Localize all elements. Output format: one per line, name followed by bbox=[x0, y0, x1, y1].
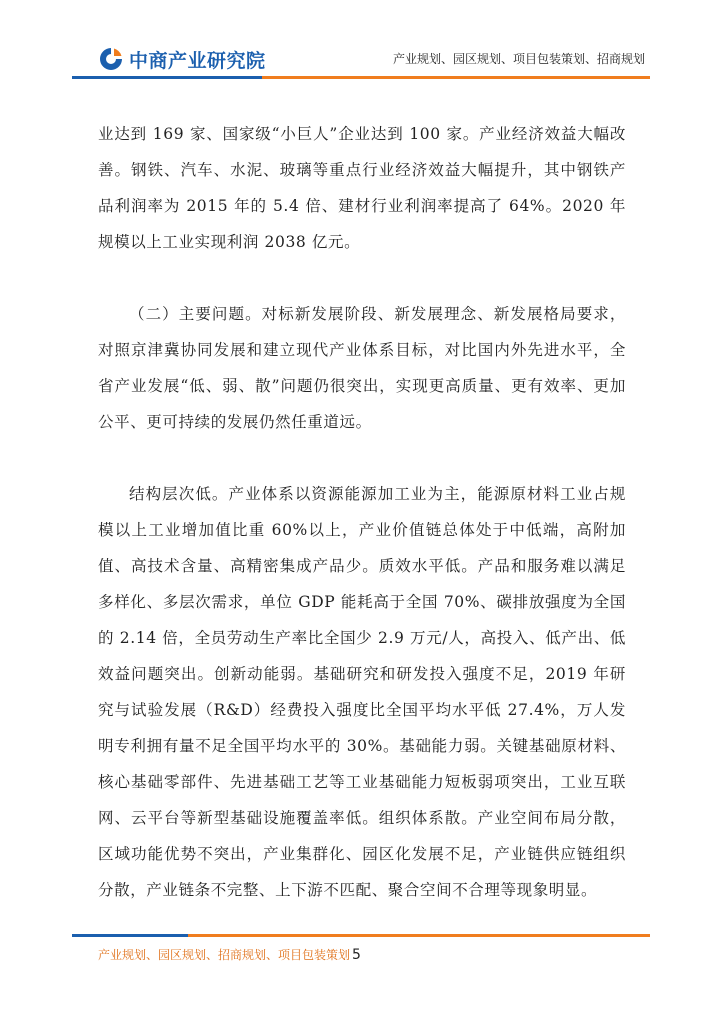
page-number: 5 bbox=[352, 947, 361, 963]
header-divider-orange bbox=[262, 76, 650, 79]
paragraph-main-issues: （二）主要问题。对标新发展阶段、新发展理念、新发展格局要求，对照京津冀协同发展和建立现代产业体系目标，对比国内外先进水平，全省产业发展“低、弱、散”问题仍很突出，实现更高质量、更有效率、更加公平、更可持续的发展仍然任重道远。 bbox=[98, 305, 626, 431]
paragraph-continuation: 业达到 169 家、国家级“小巨人”企业达到 100 家。产业经济效益大幅改善。钢铁、汽车、水泥、玻璃等重点行业经济效益大幅提升，其中钢铁产品利润率为 2015 年的 5.4 倍、建材行业利润率提高了 64%。2020 年规模以上工业实现利润 2038 亿元。 bbox=[98, 125, 626, 251]
footer-divider-blue bbox=[72, 934, 188, 937]
header-tagline: 产业规划、园区规划、项目包装策划、招商规划 bbox=[392, 52, 645, 66]
logo-text: 中商产业研究院 bbox=[129, 49, 266, 72]
paragraph-gap bbox=[98, 260, 626, 296]
header-divider-blue bbox=[72, 76, 262, 79]
paragraph-gap bbox=[98, 440, 626, 476]
company-logo bbox=[97, 42, 266, 76]
logo-mark-icon bbox=[97, 45, 125, 73]
page-footer bbox=[98, 946, 361, 963]
footer-divider-orange bbox=[188, 934, 650, 937]
document-body bbox=[98, 116, 626, 908]
paragraph-structure-issues: 结构层次低。产业体系以资源能源加工业为主，能源原材料工业占规模以上工业增加值比重 60%以上，产业价值链总体处于中低端，高附加值、高技术含量、高精密集成产品少。质效水平低。产品和服务难以满足多样化、多层次需求，单位 GDP 能耗高于全国 70%、碳排放强度为全国的 2.14 倍，全员劳动生产率比全国少 2.9 万元/人，高投入、低产出、低效益问题突出。创新动能弱。基础研究和研发投入强度不足，2019 年研究与试验发展（R&D）经费投入强度比全国平均水平低 27.4%，万人发明专利拥有量不足全国平均水平的 30%。基础能力弱。关键基础原材料、核心基础零部件、先进基础工艺等工业基础能力短板弱项突出，工业互联网、云平台等新型基础设施覆盖率低。组织体系散。产业空间布局分散，区域功能优势不突出，产业集群化、园区化发展不足，产业链供应链组织分散，产业链条不完整、上下游不匹配、聚合空间不合理等现象明显。 bbox=[98, 485, 626, 899]
page-header bbox=[0, 0, 724, 90]
footer-tagline: 产业规划、园区规划、招商规划、项目包装策划 bbox=[98, 948, 351, 962]
